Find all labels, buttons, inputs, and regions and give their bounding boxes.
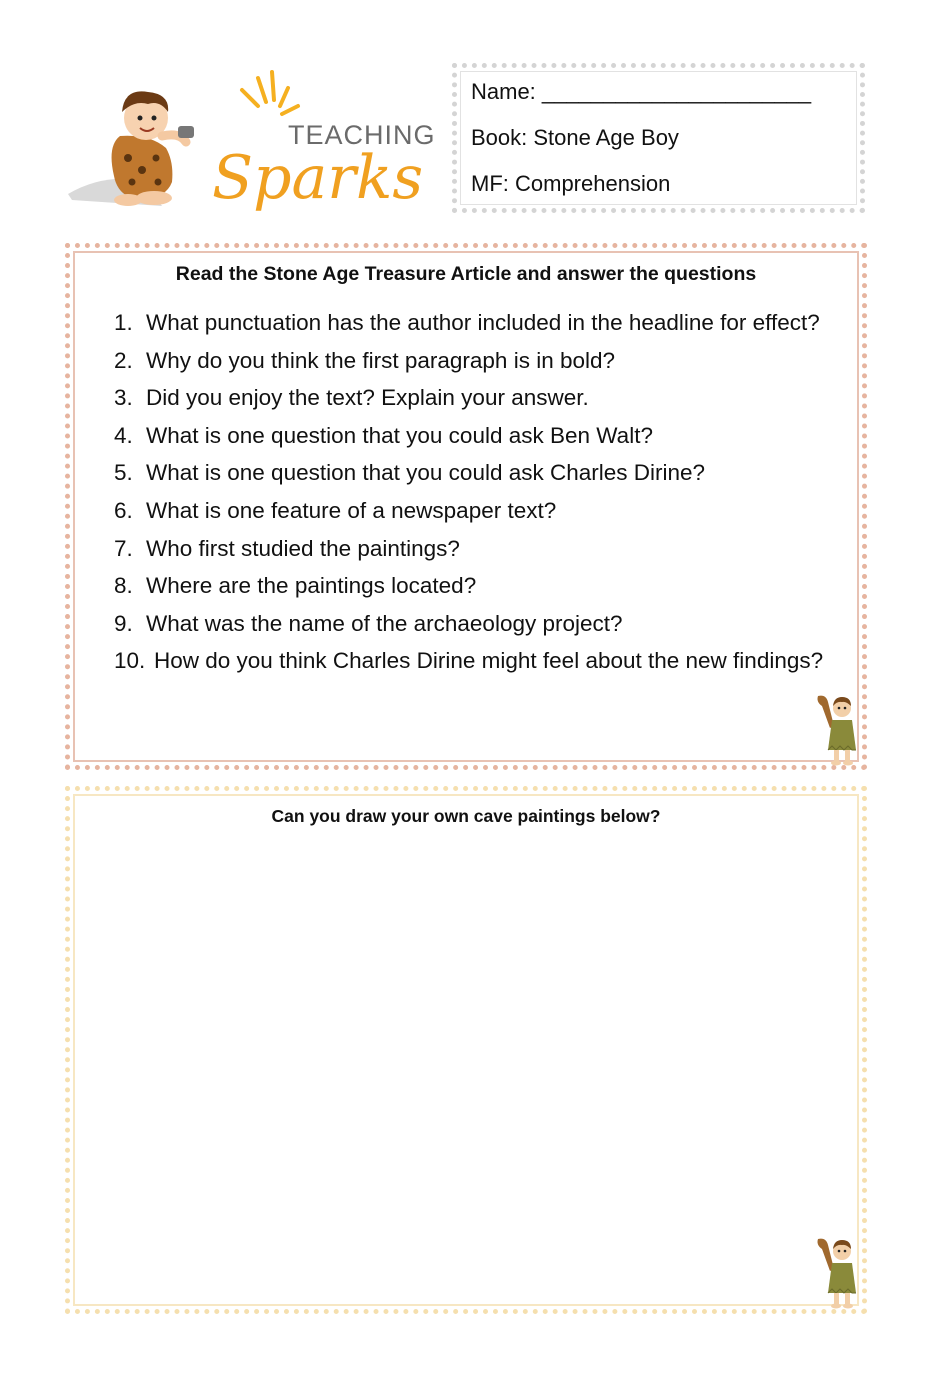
- question-item: 1. What punctuation has the author included in the headline for effect?: [114, 310, 820, 335]
- question-item: 3. Did you enjoy the text? Explain your answer.: [114, 385, 589, 411]
- question-item: 10. How do you think Charles Dirine might feel about the new findings?: [114, 648, 824, 674]
- caveman-club-icon: [812, 692, 862, 766]
- question-item: 9. What was the name of the archaeology project?: [114, 610, 623, 636]
- svg-text:Sparks: Sparks: [212, 143, 424, 213]
- name-line[interactable]: [471, 80, 846, 103]
- name-blank[interactable]: ______________________: [541, 79, 812, 104]
- sun-rays-icon: [242, 72, 298, 114]
- mf-line: MF: Comprehension: [471, 171, 671, 196]
- questions-list: [114, 304, 834, 680]
- teaching-sparks-logo: [62, 66, 442, 216]
- drawing-title: Can you draw your own cave paintings below?: [271, 806, 661, 826]
- student-info-box: [452, 63, 865, 213]
- question-item: 7. Who first studied the paintings?: [114, 535, 460, 561]
- caveman-club-icon: [812, 1235, 862, 1309]
- questions-box: [65, 243, 867, 770]
- question-item: 5. What is one question that you could ask Charles Dirine?: [114, 460, 706, 486]
- question-item: 2. Why do you think the first paragraph is in bold?: [114, 347, 616, 373]
- caveboy-logo-icon: [68, 91, 194, 206]
- question-item: 6. What is one feature of a newspaper text?: [114, 497, 557, 523]
- question-item: 4. What is one question that you could ask Ben Walt?: [114, 422, 653, 448]
- question-item: 8. Where are the paintings located?: [114, 573, 477, 599]
- questions-title: Read the Stone Age Treasure Article and answer the questions: [175, 263, 757, 285]
- svg-text:TEACHING: TEACHING: [288, 120, 436, 150]
- book-line: Book: Stone Age Boy: [471, 125, 679, 150]
- drawing-box[interactable]: [65, 786, 867, 1314]
- name-label: Name:: [471, 79, 536, 104]
